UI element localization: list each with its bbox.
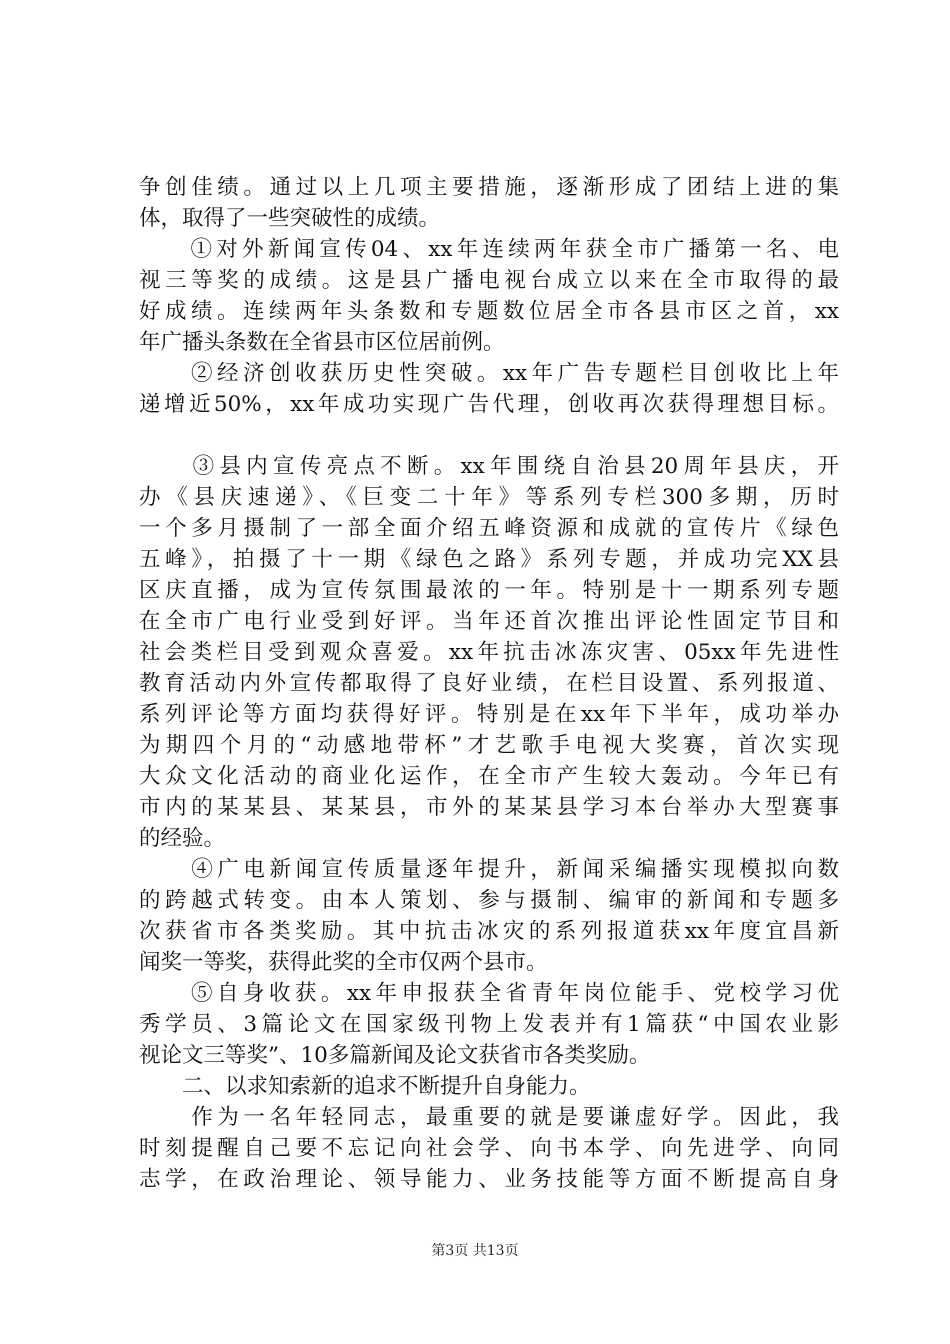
text-line: 递增近50%，xx年成功实现广告代理，创收再次获得理想目标。 <box>139 392 839 417</box>
text-line: ③县内宣传亮点不断。xx年围绕自治县20周年县庆，开 <box>139 454 839 479</box>
text-line: 志学，在政治理论、领导能力、业务技能等方面不断提高自身 <box>139 1167 839 1192</box>
text-line: ⑤自身收获。xx年申报获全省青年岗位能手、党校学习优 <box>139 981 839 1006</box>
text-line: 在全市广电行业受到好评。当年还首次推出评论性固定节目和 <box>139 609 839 634</box>
text-line: 五峰》，拍摄了十一期《绿色之路》系列专题，并成功完XX县 <box>139 547 839 572</box>
text-line: 的跨越式转变。由本人策划、参与摄制、编审的新闻和专题多 <box>139 888 839 913</box>
text-line: 教育活动内外宣传都取得了良好业绩，在栏目设置、系列报道、 <box>139 671 839 696</box>
text-line: 区庆直播，成为宣传氛围最浓的一年。特别是十一期系列专题 <box>139 578 839 603</box>
text-line: 市内的某某县、某某县，市外的某某县学习本台举办大型赛事 <box>139 795 839 820</box>
page-footer: 第3页 共13页 <box>431 1243 519 1259</box>
text-line: 时刻提醒自己要不忘记向社会学、向书本学、向先进学、向同 <box>139 1136 839 1161</box>
text-line: 社会类栏目受到观众喜爱。xx年抗击冰冻灾害、05xx年先进性 <box>139 640 839 665</box>
text-line: 的经验。 <box>139 826 226 851</box>
text-line: 好成绩。连续两年头条数和专题数位居全市各县市区之首，xx <box>139 299 839 324</box>
text-line: 视三等奖的成绩。这是县广播电视台成立以来在全市取得的最 <box>139 268 839 293</box>
text-line: 年广播头条数在全省县市区位居前例。 <box>139 330 505 355</box>
text-line: ④广电新闻宣传质量逐年提升，新闻采编播实现模拟向数 <box>139 857 839 882</box>
text-line: 视论文三等奖”、10多篇新闻及论文获省市各类奖励。 <box>139 1043 651 1068</box>
text-line: 争创佳绩。通过以上几项主要措施，逐渐形成了团结上进的集 <box>139 175 839 200</box>
text-line: 体，取得了一些突破性的成绩。 <box>139 206 441 231</box>
document-body <box>139 172 839 1195</box>
text-line: 大众文化活动的商业化运作，在全市产生较大轰动。今年已有 <box>139 764 839 789</box>
text-line: 系列评论等方面均获得好评。特别是在xx年下半年，成功举办 <box>139 702 839 727</box>
text-line: 秀学员、3篇论文在国家级刊物上发表并有1篇获“中国农业影 <box>139 1012 839 1037</box>
text-line: 一个多月摄制了一部全面介绍五峰资源和成就的宣传片《绿色 <box>139 516 839 541</box>
text-line: 办《县庆速递》、《巨变二十年》等系列专栏300多期，历时 <box>139 485 839 510</box>
text-line: ②经济创收获历史性突破。xx年广告专题栏目创收比上年 <box>139 361 839 386</box>
text-line: 为期四个月的“动感地带杯”才艺歌手电视大奖赛，首次实现 <box>139 733 839 758</box>
text-line: ①对外新闻宣传04、xx年连续两年获全市广播第一名、电 <box>139 237 839 262</box>
text-line: 作为一名年轻同志，最重要的就是要谦虚好学。因此，我 <box>139 1105 839 1130</box>
paragraph-spacer <box>139 420 839 451</box>
text-line: 闻奖一等奖，获得此奖的全市仅两个县市。 <box>139 950 548 975</box>
text-line: 二、以求知索新的追求不断提升自身能力。 <box>139 1074 591 1099</box>
text-line: 次获省市各类奖励。其中抗击冰灾的系列报道获xx年度宜昌新 <box>139 919 839 944</box>
